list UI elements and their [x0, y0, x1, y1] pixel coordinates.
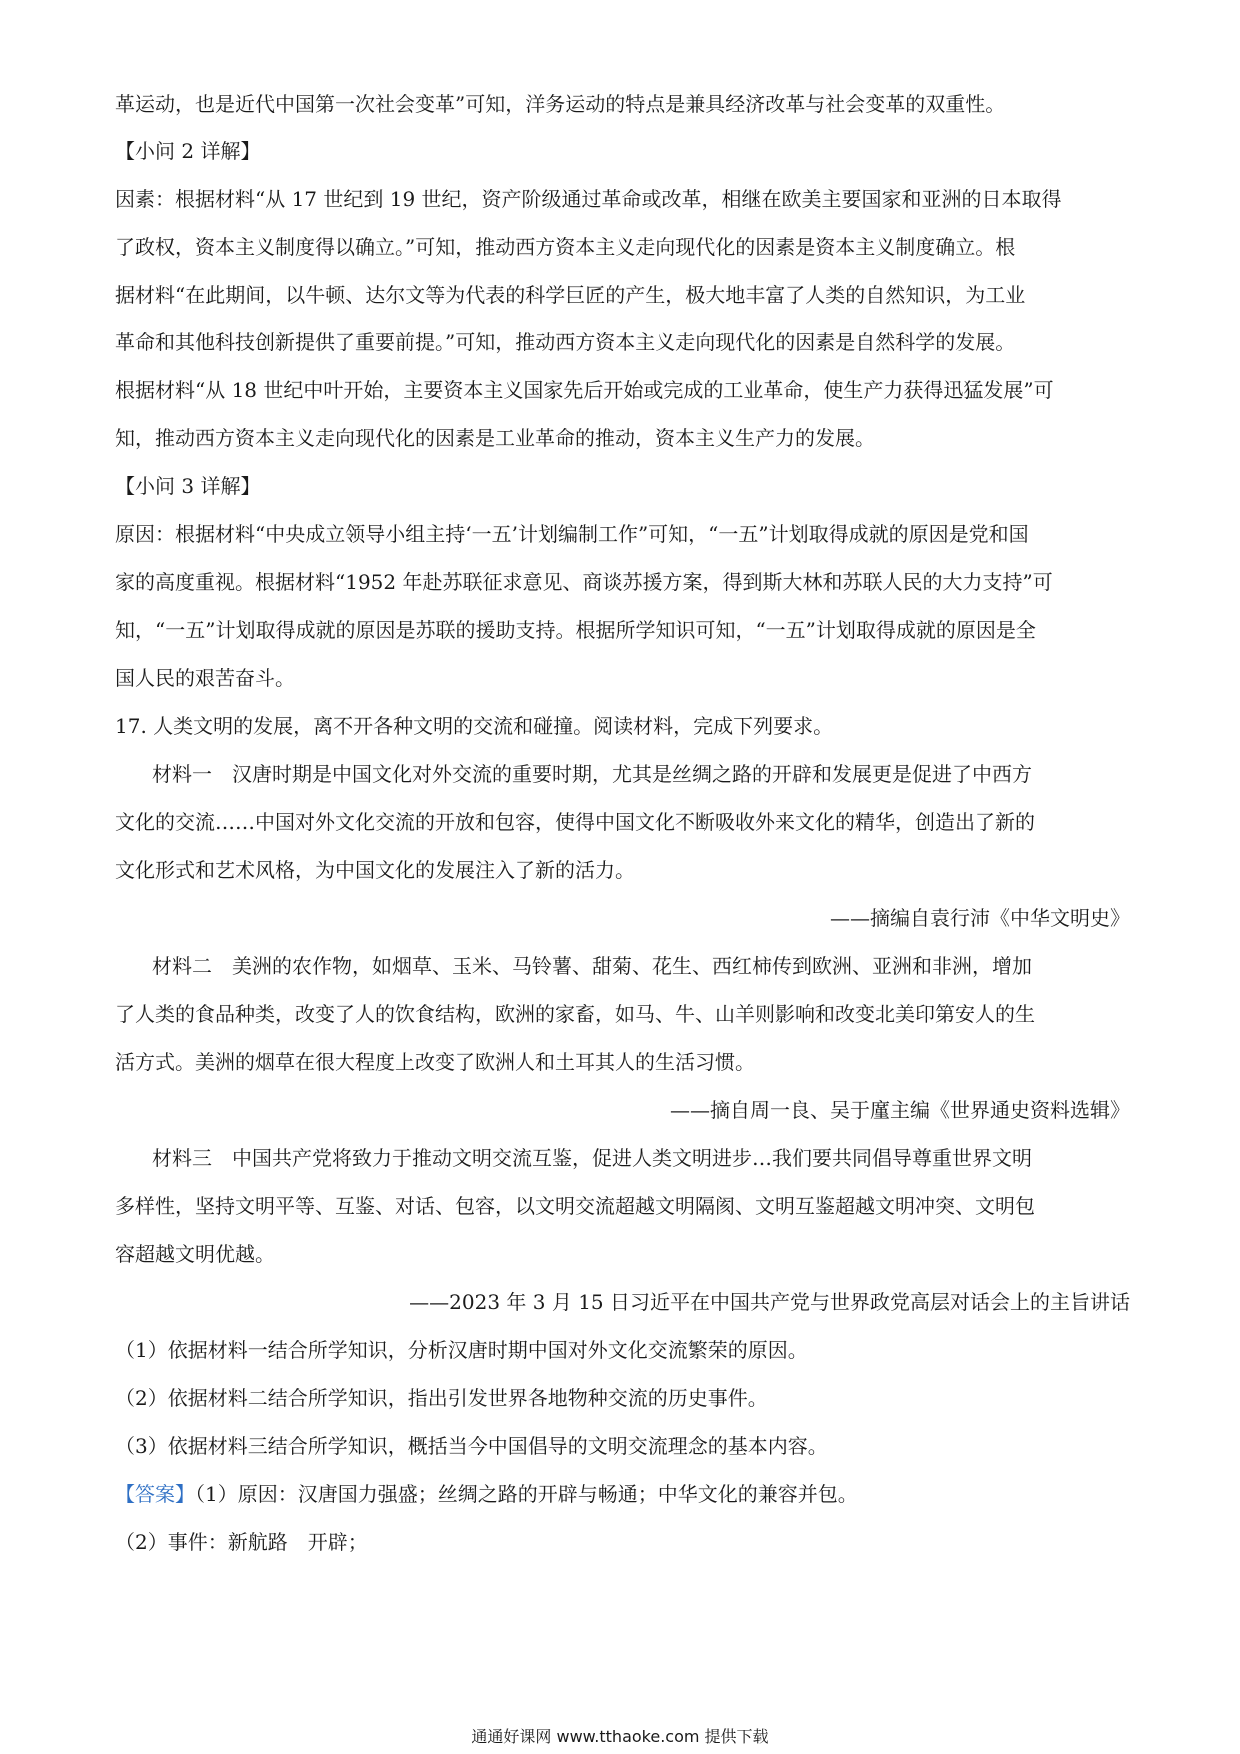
text-line: 国人民的艰苦奋斗。: [115, 666, 295, 690]
text-line: 家的高度重视。根据材料“1952 年赴苏联征求意见、商谈苏援方案，得到斯大林和苏联人民的大力支持”可: [115, 570, 1053, 594]
material-three: 材料三 中国共产党将致力于推动文明交流互鉴，促进人类文明进步…我们要共同倡导尊重世界文明: [152, 1146, 1032, 1170]
text-line: 据材料“在此期间，以牛顿、达尔文等为代表的科学巨匠的产生，极大地丰富了人类的自然知识，为工业: [115, 283, 1026, 307]
text-line: 原因：根据材料“中央成立领导小组主持‘一五’计划编制工作”可知，“一五”计划取得成就的原因是党和国: [115, 522, 1029, 546]
material-two: 材料二 美洲的农作物，如烟草、玉米、马铃薯、甜菊、花生、西红柿传到欧洲、亚洲和非洲，增加: [152, 954, 1032, 978]
material-three: 容超越文明优越。: [115, 1242, 275, 1266]
material-one: 材料一 汉唐时期是中国文化对外交流的重要时期，尤其是丝绸之路的开辟和发展更是促进了中西方: [152, 762, 1032, 786]
answer-line: （2）事件：新航路 开辟；: [115, 1530, 368, 1554]
section-heading: 【小问 3 详解】: [115, 474, 261, 498]
text-line: 了政权，资本主义制度得以确立。”可知，推动西方资本主义走向现代化的因素是资本主义制度确立。根: [115, 235, 1016, 259]
text-line: 知，“一五”计划取得成就的原因是苏联的援助支持。根据所学知识可知，“一五”计划取得成就的原因是全: [115, 618, 1036, 642]
answer-line: [115, 1480, 1130, 1508]
material-one: 文化形式和艺术风格，为中国文化的发展注入了新的活力。: [115, 858, 635, 882]
text-line: 革运动，也是近代中国第一次社会变革”可知，洋务运动的特点是兼具经济改革与社会变革的双重性。: [115, 92, 1006, 116]
answer-tag: 【答案】: [115, 1482, 195, 1506]
answer-text: （1）原因：汉唐国力强盛；丝绸之路的开辟与畅通；中华文化的兼容并包。: [195, 1482, 858, 1506]
text-line: 因素：根据材料“从 17 世纪到 19 世纪，资产阶级通过革命或改革，相继在欧美主要国家和亚洲的日本取得: [115, 187, 1062, 211]
page-footer: 通通好课网 www.tthaoke.com 提供下载: [471, 1727, 769, 1746]
text-line: 知，推动西方资本主义走向现代化的因素是工业革命的推动，资本主义生产力的发展。: [115, 426, 875, 450]
material-one: 文化的交流……中国对外文化交流的开放和包容，使得中国文化不断吸收外来文化的精华，创造出了新的: [115, 810, 1035, 834]
material-two: 了人类的食品种类，改变了人的饮食结构，欧洲的家畜，如马、牛、山羊则影响和改变北美印第安人的生: [115, 1002, 1035, 1026]
sub-question: （1）依据材料一结合所学知识，分析汉唐时期中国对外文化交流繁荣的原因。: [115, 1338, 808, 1362]
text-line: 革命和其他科技创新提供了重要前提。”可知，推动西方资本主义走向现代化的因素是自然科学的发展。: [115, 330, 1016, 354]
sub-question: （3）依据材料三结合所学知识，概括当今中国倡导的文明交流理念的基本内容。: [115, 1434, 828, 1458]
citation: ——摘编自袁行沛《中华文明史》: [830, 906, 1130, 930]
sub-question: （2）依据材料二结合所学知识，指出引发世界各地物种交流的历史事件。: [115, 1386, 768, 1410]
text-line: 根据材料“从 18 世纪中叶开始，主要资本主义国家先后开始或完成的工业革命，使生产力获得迅猛发展”可: [115, 378, 1054, 402]
material-two: 活方式。美洲的烟草在很大程度上改变了欧洲人和土耳其人的生活习惯。: [115, 1050, 755, 1074]
material-three: 多样性，坚持文明平等、互鉴、对话、包容，以文明交流超越文明隔阂、文明互鉴超越文明冲突、文明包: [115, 1194, 1035, 1218]
citation: ——摘自周一良、吴于廑主编《世界通史资料选辑》: [670, 1098, 1130, 1122]
section-heading: 【小问 2 详解】: [115, 139, 261, 163]
question-stem: 17. 人类文明的发展，离不开各种文明的交流和碰撞。阅读材料，完成下列要求。: [115, 714, 834, 738]
citation: ——2023 年 3 月 15 日习近平在中国共产党与世界政党高层对话会上的主旨讲话: [409, 1290, 1130, 1314]
